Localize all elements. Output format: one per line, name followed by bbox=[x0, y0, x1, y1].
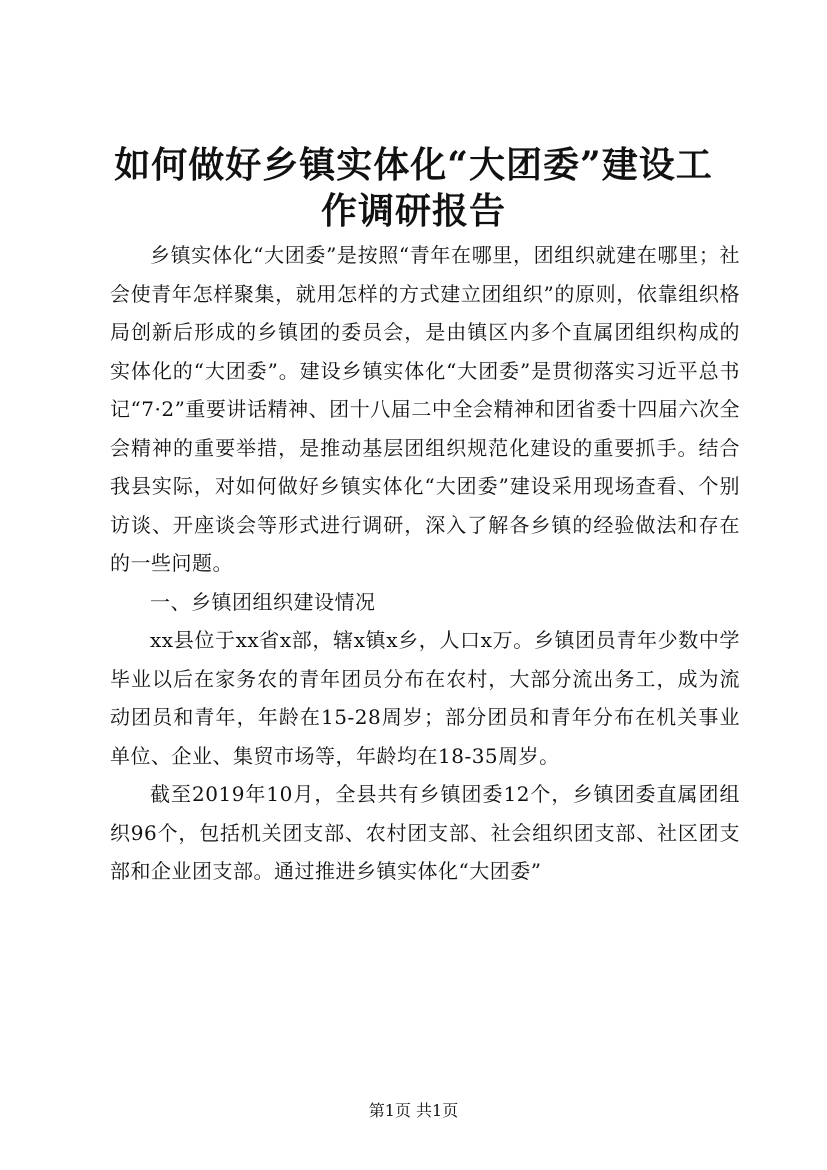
paragraph-county-overview: xx县位于xx省x部，辖x镇x乡，人口x万。乡镇团员青年少数中学毕业以后在家务农的青年团员分布在农村，大部分流出务工，成为流动团员和青年，年龄在15-28周岁；部分团员和青年分布在机关事业单位、企业、集贸市场等，年龄均在18-35周岁。 bbox=[110, 628, 740, 768]
paragraph-statistics: 截至2019年10月，全县共有乡镇团委12个，乡镇团委直属团组织96个，包括机关团支部、农村团支部、社会组织团支部、社区团支部和企业团支部。通过推进乡镇实体化“大团委” bbox=[110, 782, 740, 883]
document-body bbox=[110, 236, 740, 891]
page-title: 如何做好乡镇实体化“大团委”建设工作调研报告 bbox=[114, 144, 713, 232]
paragraph-intro: 乡镇实体化“大团委”是按照“青年在哪里，团组织就建在哪里；社会使青年怎样聚集，就用怎样的方式建立团组织”的原则，依靠组织格局创新后形成的乡镇团的委员会，是由镇区内多个直属团组织构成的实体化的“大团委”。建设乡镇实体化“大团委”是贯彻落实习近平总书记“7·2”重要讲话精神、团十八届二中全会精神和团省委十四届六次全会精神的重要举措，是推动基层团组织规范化建设的重要抓手。结合我县实际，对如何做好乡镇实体化“大团委”建设采用现场查看、个别访谈、开座谈会等形式进行调研，深入了解各乡镇的经验做法和存在的一些问题。 bbox=[110, 243, 740, 575]
page-footer: 第1页 共1页 bbox=[368, 1101, 459, 1120]
section-heading: 一、乡镇团组织建设情况 bbox=[150, 589, 376, 614]
